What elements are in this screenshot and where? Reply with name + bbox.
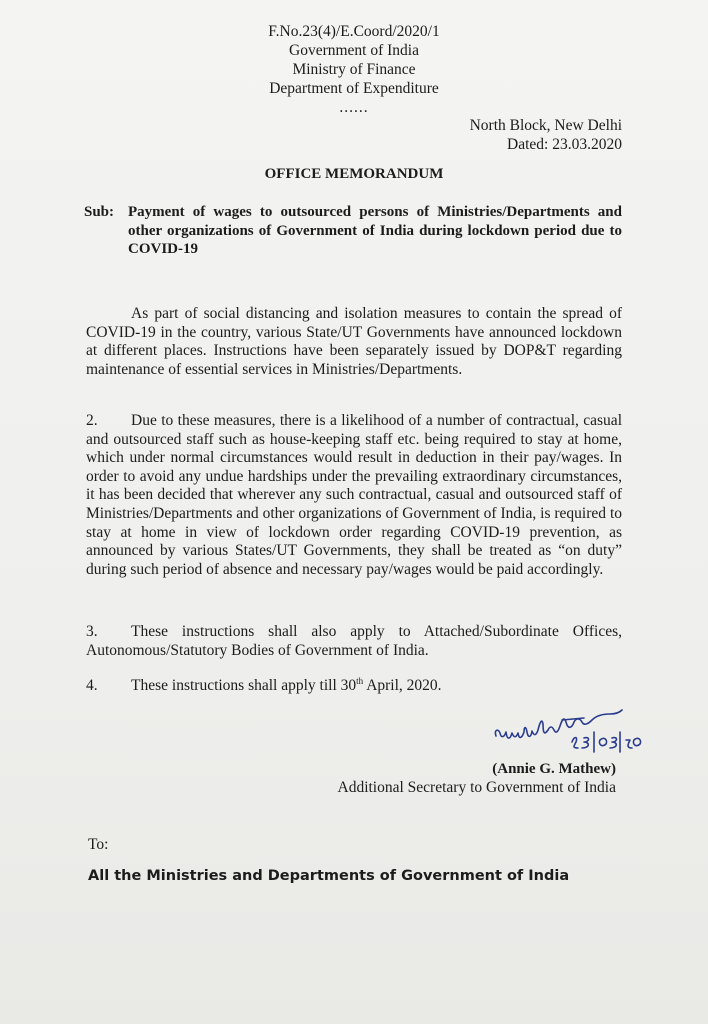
file-number: F.No.23(4)/E.Coord/2020/1 [268,23,440,40]
paragraph-2-number: 2. [86,412,98,429]
paragraph-2-text: Due to these measures, there is a likelihood of a number of contractual, casual and outsourced staff such as house-keeping staff etc. being required to stay at home, which under normal circumstances would result in deduction in their pay/wages. In order to avoid any undue hardships under the prevailing extraordinary circumstances, it has been decided that wherever any such contractual, casual and outsourced staff of Ministries/Departments and other organizations of Government of India, is required to stay at home in view of lockdown order regarding COVID-19 prevention, as announced by various States/UT Governments, they shall be treated as “on duty” during such period of absence and necessary pay/wages would be paid accordingly. [86,412,622,578]
department-name: Department of Expenditure [269,80,439,97]
document-title: OFFICE MEMORANDUM [264,166,444,182]
location: North Block, New Delhi [469,117,622,134]
paragraph-1: As part of social distancing and isolation measures to contain the spread of COVID-19 in the country, various State/UT Governments have announced lockdown at different places. Instructions have been separately issued by DOP&T regarding maintenance of essential services in Ministries/Departments. [86,305,622,378]
ministry-name: Ministry of Finance [292,61,416,78]
paragraph-3-number: 3. [86,623,98,640]
paragraph-3 [86,623,622,660]
paragraph-3-text: These instructions shall also apply to Attached/Subordinate Offices, Autonomous/Statutory Bodies of Government of India. [86,623,622,659]
header-separator: ...... [339,99,369,116]
paragraph-4-superscript: th [356,675,364,686]
addressee: All the Ministries and Departments of Government of India [88,868,570,884]
subject-block [84,203,622,259]
paragraph-4-text-post: April, 2020. [363,677,442,694]
signatory-designation: Additional Secretary to Government of India [337,779,616,796]
handwritten-signature [488,700,648,760]
signatory-name: (Annie G. Mathew) [492,761,616,777]
paragraph-2 [86,412,622,579]
subject-label: Sub: [84,204,115,220]
place-and-date [470,116,622,154]
paragraph-4-number: 4. [86,677,98,694]
to-label: To: [88,836,109,853]
date: Dated: 23.03.2020 [507,136,622,153]
government-name: Government of India [289,42,419,59]
paragraph-4-text-pre: These instructions shall apply till 30 [131,677,357,694]
subject-text: Payment of wages to outsourced persons of Ministries/Departments and other organizations of Government of India during lockdown period due to COVID-19 [128,204,622,257]
paragraph-4 [86,677,622,696]
letterhead [0,22,708,117]
